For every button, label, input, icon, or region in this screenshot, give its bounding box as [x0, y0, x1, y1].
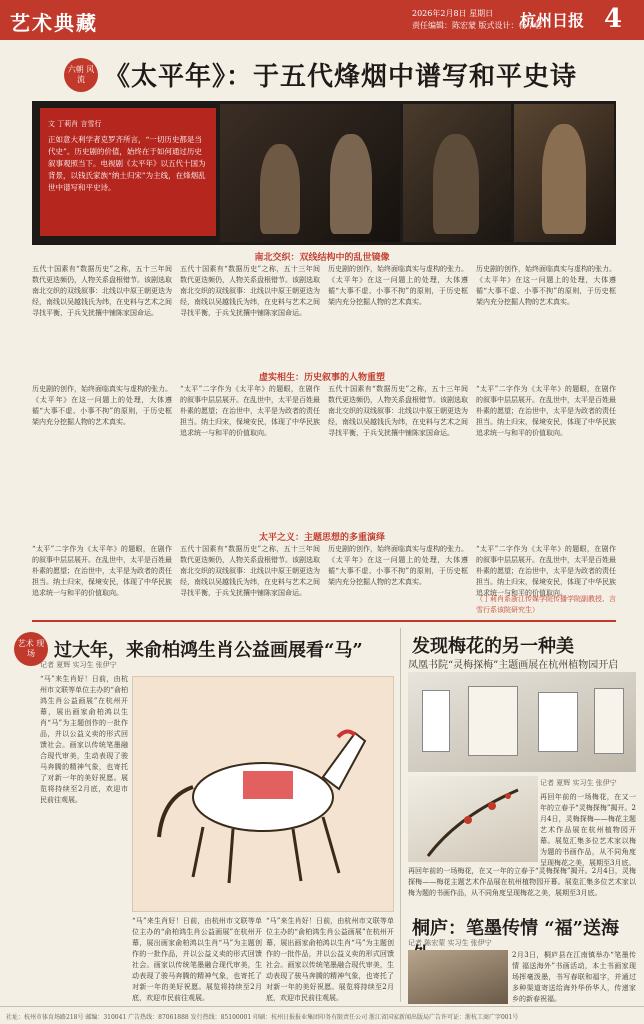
- lead-para-2: 历史剧的创作，始终面临真实与虚构的张力。《太平年》在这一问题上的处理，大体遵循“大事不虚、小事不拘”的原则，于历史框架内充分挖掘人物的艺术真实。: [32, 385, 172, 426]
- subhead-3: 太平之义：主题思想的多重演绎: [258, 533, 385, 543]
- figure-silhouette: [260, 144, 300, 234]
- calligraphy-event-photo: [408, 950, 508, 1004]
- footer-info: 社址：杭州市体育场路218号 邮编：310041 广告热线：87061888 发行热线：85100001 印刷：杭州日报报业集团印务有限责任公司 浙江省国家新闻出版局广告许可证：浙杭工商广字001号: [0, 1006, 644, 1024]
- left-article-byline: 记者 夏辉 实习生 张伊宁: [40, 661, 117, 669]
- right-bottom-headline: 桐庐：笔墨传情 “福”送海: [412, 918, 619, 939]
- hanging-scroll: [468, 686, 518, 756]
- lead-para-1: 五代十国素有“数据历史”之称，五十三年间数代更迭频仍，人物关系盘根错节。该剧选取南北交织的双线叙事：北线以中原王朝更迭为经，南线以吴越钱氏为纬，在史料与艺术之间寻找平衡，于兵戈扰攘中铺陈家国命运。: [32, 265, 172, 317]
- plum-branch-illustration: [408, 776, 538, 862]
- subhead-2: 虚实相生：历史叙事的人物重塑: [258, 373, 385, 383]
- section-title: 艺术典藏: [10, 11, 98, 35]
- paper-logo: 杭州日报: [520, 11, 585, 30]
- lead-para-3d: “太平”二字作为《太平年》的题眼，在剧作的叙事中层层展开。在乱世中，太平是百姓最朴素的愿望；在治世中，太平是为政者的责任担当。纳土归宋，保境安民，体现了中华民族追求统一与和平的价值取向。: [476, 545, 616, 597]
- lead-headline: 《太平年》：于五代烽烟中谱写和平史诗: [104, 62, 578, 92]
- right-top-headline: 发现梅花的另一种美: [412, 636, 574, 657]
- right-top-text: 再回年前的一场梅花，在又一年的立春予“灵梅探梅”揭开。2月4日，灵梅探梅——梅花主题艺术作品展在杭州植物园开幕。展览汇集多位艺术家以梅为题的书画作品，从不同角度呈现梅花之美，展期至3月底。: [408, 867, 636, 897]
- lead-footnote: （丁莉肖系浙江传媒学院传播学院副教授、言雪行系该院研究生）: [476, 595, 616, 614]
- drama-still-3: [514, 104, 614, 242]
- right-top-byline: 记者 夏辉 实习生 张伊宁: [540, 779, 617, 787]
- lead-para-1c: 历史剧的创作，始终面临真实与虚构的张力。《太平年》在这一问题上的处理，大体遵循“大事不虚、小事不拘”的原则，于历史框架内充分挖掘人物的艺术真实。: [328, 265, 468, 306]
- right-bottom-text: 2月3日，桐庐县在江南镇举办“笔墨传情 福送海外”书画活动，本土书画家现场挥毫泼墨，书写春联和福字，并通过多种渠道寄送给海外华侨华人，传递家乡的新春祝福。: [512, 951, 636, 1003]
- lead-intro-text: 正如意大利学者克罗齐所言，“一切历史都是当代史”。历史剧的价值，始终在于如何通过历史叙事观照当下。电视剧《太平年》以五代十国为背景，以钱氏家族“纳土归宋”为主线，在烽烟乱世中谱写和平史诗。: [48, 135, 206, 192]
- horse-painting: [132, 676, 394, 912]
- lead-para-1d: 历史剧的创作，始终面临真实与虚构的张力。《太平年》在这一问题上的处理，大体遵循“大事不虚、小事不拘”的原则，于历史框架内充分挖掘人物的艺术真实。: [476, 265, 616, 306]
- lead-para-3c: 历史剧的创作，始终面临真实与虚构的张力。《太平年》在这一问题上的处理，大体遵循“大事不虚、小事不拘”的原则，于历史框架内充分挖掘人物的艺术真实。: [328, 545, 468, 586]
- lead-para-2b: “太平”二字作为《太平年》的题眼，在剧作的叙事中层层展开。在乱世中，太平是百姓最朴素的愿望；在治世中，太平是为政者的责任担当。纳土归宋，保境安民，体现了中华民族追求统一与和平的价值取向。: [180, 385, 320, 437]
- plum-painting-photo: [408, 776, 538, 862]
- column-rule: [400, 628, 401, 1002]
- lead-para-3: “太平”二字作为《太平年》的题眼，在剧作的叙事中层层展开。在乱世中，太平是百姓最朴素的愿望；在治世中，太平是为政者的责任担当。纳土归宋，保境安民，体现了中华民族追求统一与和平的价值取向。: [32, 545, 172, 597]
- editor-credit: 责任编辑：陈宏蒙 版式设计：杨华蓉: [412, 21, 543, 30]
- left-article-text-b: “马”来生肖好！日前，由杭州市文联等单位主办的“俞柏鸿生肖公益画展”在杭州开幕，展出画家俞柏鸿以生肖“马”为主题创作的一批作品，并以公益义卖的形式回馈社会。画家以传统笔墨融合现代审美，生动表现了骏马奔腾的精神气象，也寄托了对新一年的美好祝愿。展览将持续至2月底，欢迎市民前往观展。: [132, 917, 262, 1002]
- hanging-scroll: [538, 692, 578, 752]
- lead-intro-box: [40, 108, 216, 236]
- lead-badge: 六朝 风流: [64, 58, 98, 92]
- right-top-subhead: 凤凰书院“灵梅探梅”主题画展在杭州植物园开启: [408, 660, 619, 671]
- left-article-badge: 艺术 现场: [14, 632, 48, 666]
- left-article-text-c: “马”来生肖好！日前，由杭州市文联等单位主办的“俞柏鸿生肖公益画展”在杭州开幕，展出画家俞柏鸿以生肖“马”为主题创作的一批作品，并以公益义卖的形式回馈社会。画家以传统笔墨融合现代审美，生动表现了骏马奔腾的精神气象，也寄托了对新一年的美好祝愿。展览将持续至2月底，欢迎市民前往观展。: [266, 917, 394, 1002]
- right-bottom-byline: 记者 陈宏蒙 实习生 张伊宁: [408, 939, 492, 947]
- figure-silhouette: [542, 124, 586, 234]
- lead-para-3b: 五代十国素有“数据历史”之称，五十三年间数代更迭频仍，人物关系盘根错节。该剧选取南北交织的双线叙事：北线以中原王朝更迭为经，南线以吴越钱氏为纬，在史料与艺术之间寻找平衡，于兵戈扰攘中铺陈家国命运。: [180, 545, 320, 597]
- section-divider: [32, 620, 616, 622]
- page-number: 4: [604, 4, 623, 34]
- lead-para-1b: 五代十国素有“数据历史”之称，五十三年间数代更迭频仍，人物关系盘根错节。该剧选取南北交织的双线叙事：北线以中原王朝更迭为经，南线以吴越钱氏为纬，在史料与艺术之间寻找平衡，于兵戈扰攘中铺陈家国命运。: [180, 265, 320, 317]
- issue-date: 2026年2月8日 星期日: [412, 9, 494, 18]
- left-article-headline: 过大年，来俞柏鸿生肖公益画展看“马”: [54, 640, 363, 661]
- subhead-1: 南北交织：双线结构中的乱世镜像: [254, 253, 390, 263]
- lead-para-2c: 五代十国素有“数据历史”之称，五十三年间数代更迭频仍，人物关系盘根错节。该剧选取南北交织的双线叙事：北线以中原王朝更迭为经，南线以吴越钱氏为纬，在史料与艺术之间寻找平衡，于兵戈扰攘中铺陈家国命运。: [328, 385, 468, 437]
- lead-para-2d: “太平”二字作为《太平年》的题眼，在剧作的叙事中层层展开。在乱世中，太平是百姓最朴素的愿望；在治世中，太平是为政者的责任担当。纳土归宋，保境安民，体现了中华民族追求统一与和平的价值取向。: [476, 385, 616, 437]
- horse-illustration: [133, 677, 395, 913]
- exhibition-photo: [408, 672, 636, 772]
- hanging-scroll: [422, 690, 450, 752]
- drama-still-2: [403, 104, 511, 242]
- drama-still-1: [220, 104, 400, 242]
- figure-silhouette: [433, 134, 479, 234]
- figure-silhouette: [330, 134, 372, 234]
- hanging-scroll: [594, 688, 624, 754]
- lead-byline: 文 丁莉肖 言雪行: [48, 120, 102, 128]
- right-top-text-a: 再回年前的一场梅花，在又一年的立春予“灵梅探梅”揭开。2月4日，灵梅探梅——梅花主题艺术作品展在杭州植物园开幕。展览汇集多位艺术家以梅为题的书画作品，从不同角度呈现梅花之美，展期至3月底。: [540, 793, 636, 867]
- left-article-text: “马”来生肖好！日前，由杭州市文联等单位主办的“俞柏鸿生肖公益画展”在杭州开幕，展出画家俞柏鸿以生肖“马”为主题创作的一批作品，并以公益义卖的形式回馈社会。画家以传统笔墨融合现代审美，生动表现了骏马奔腾的精神气象，也寄托了对新一年的美好祝愿。展览将持续至2月底，欢迎市民前往观展。: [40, 675, 128, 804]
